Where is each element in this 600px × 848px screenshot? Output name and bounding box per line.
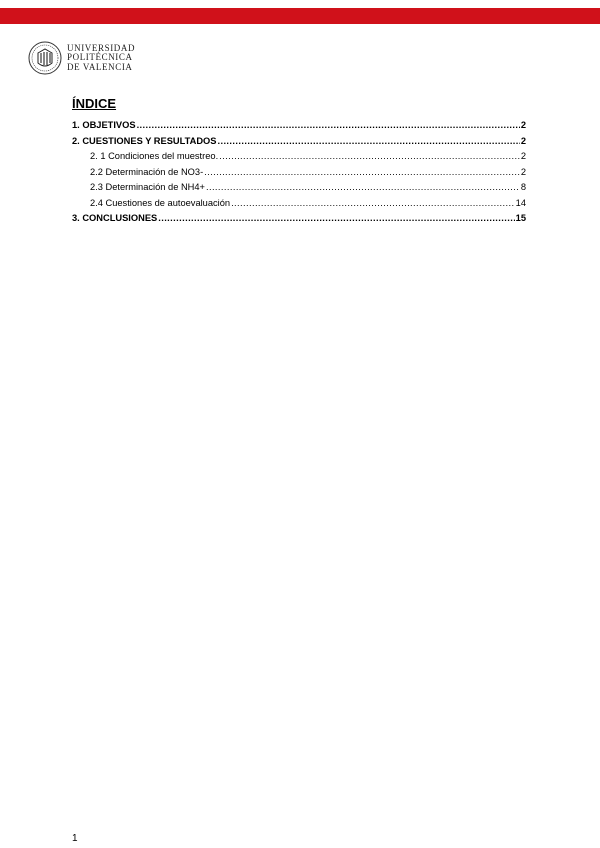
university-seal-icon	[28, 41, 62, 75]
toc-entry-label: 1. OBJETIVOS	[72, 120, 136, 130]
toc-entry[interactable]	[72, 134, 526, 150]
toc-entry[interactable]	[72, 180, 526, 196]
toc-leader-dots	[158, 211, 514, 227]
logo-line: DE VALENCIA	[67, 61, 133, 72]
toc-leader-dots	[206, 180, 520, 196]
toc-entry-page: 2	[520, 120, 526, 130]
toc-leader-dots	[137, 118, 520, 134]
toc-entry[interactable]	[72, 149, 526, 165]
toc-entry-page: 14	[515, 197, 526, 208]
header-red-bar	[0, 8, 600, 24]
toc-title: ÍNDICE	[72, 96, 117, 111]
toc-leader-dots	[231, 196, 515, 212]
toc-entry-label: 2.4 Cuestiones de autoevaluación	[90, 197, 231, 208]
toc-entry-page: 2	[520, 151, 526, 161]
toc-entry-label: 2. 1 Condiciones del muestreo.	[90, 151, 219, 161]
logo-line: POLITÉCNICA	[67, 52, 133, 63]
toc-entry[interactable]	[72, 211, 526, 227]
toc-entry-label: 2.3 Determinación de NH4+	[90, 182, 205, 192]
toc-entry[interactable]	[72, 165, 526, 181]
table-of-contents	[72, 96, 526, 227]
toc-entry-label: 3. CONCLUSIONES	[72, 213, 158, 223]
toc-entry-page: 2	[520, 166, 526, 177]
toc-entry-label: 2.2 Determinación de NO3-	[90, 166, 204, 177]
university-logo	[28, 40, 135, 76]
logo-text	[67, 44, 135, 73]
toc-entry-page: 8	[520, 182, 526, 192]
toc-entry[interactable]	[72, 196, 526, 212]
toc-leader-dots	[204, 165, 520, 181]
toc-entry-page: 15	[515, 213, 526, 223]
toc-entry-label: 2. CUESTIONES Y RESULTADOS	[72, 135, 217, 146]
logo-line: UNIVERSIDAD	[67, 42, 136, 53]
toc-entry-page: 2	[520, 135, 526, 146]
toc-entry[interactable]	[72, 118, 526, 134]
toc-leader-dots	[219, 149, 520, 165]
toc-leader-dots	[217, 134, 519, 150]
page-number: 1	[72, 833, 78, 844]
